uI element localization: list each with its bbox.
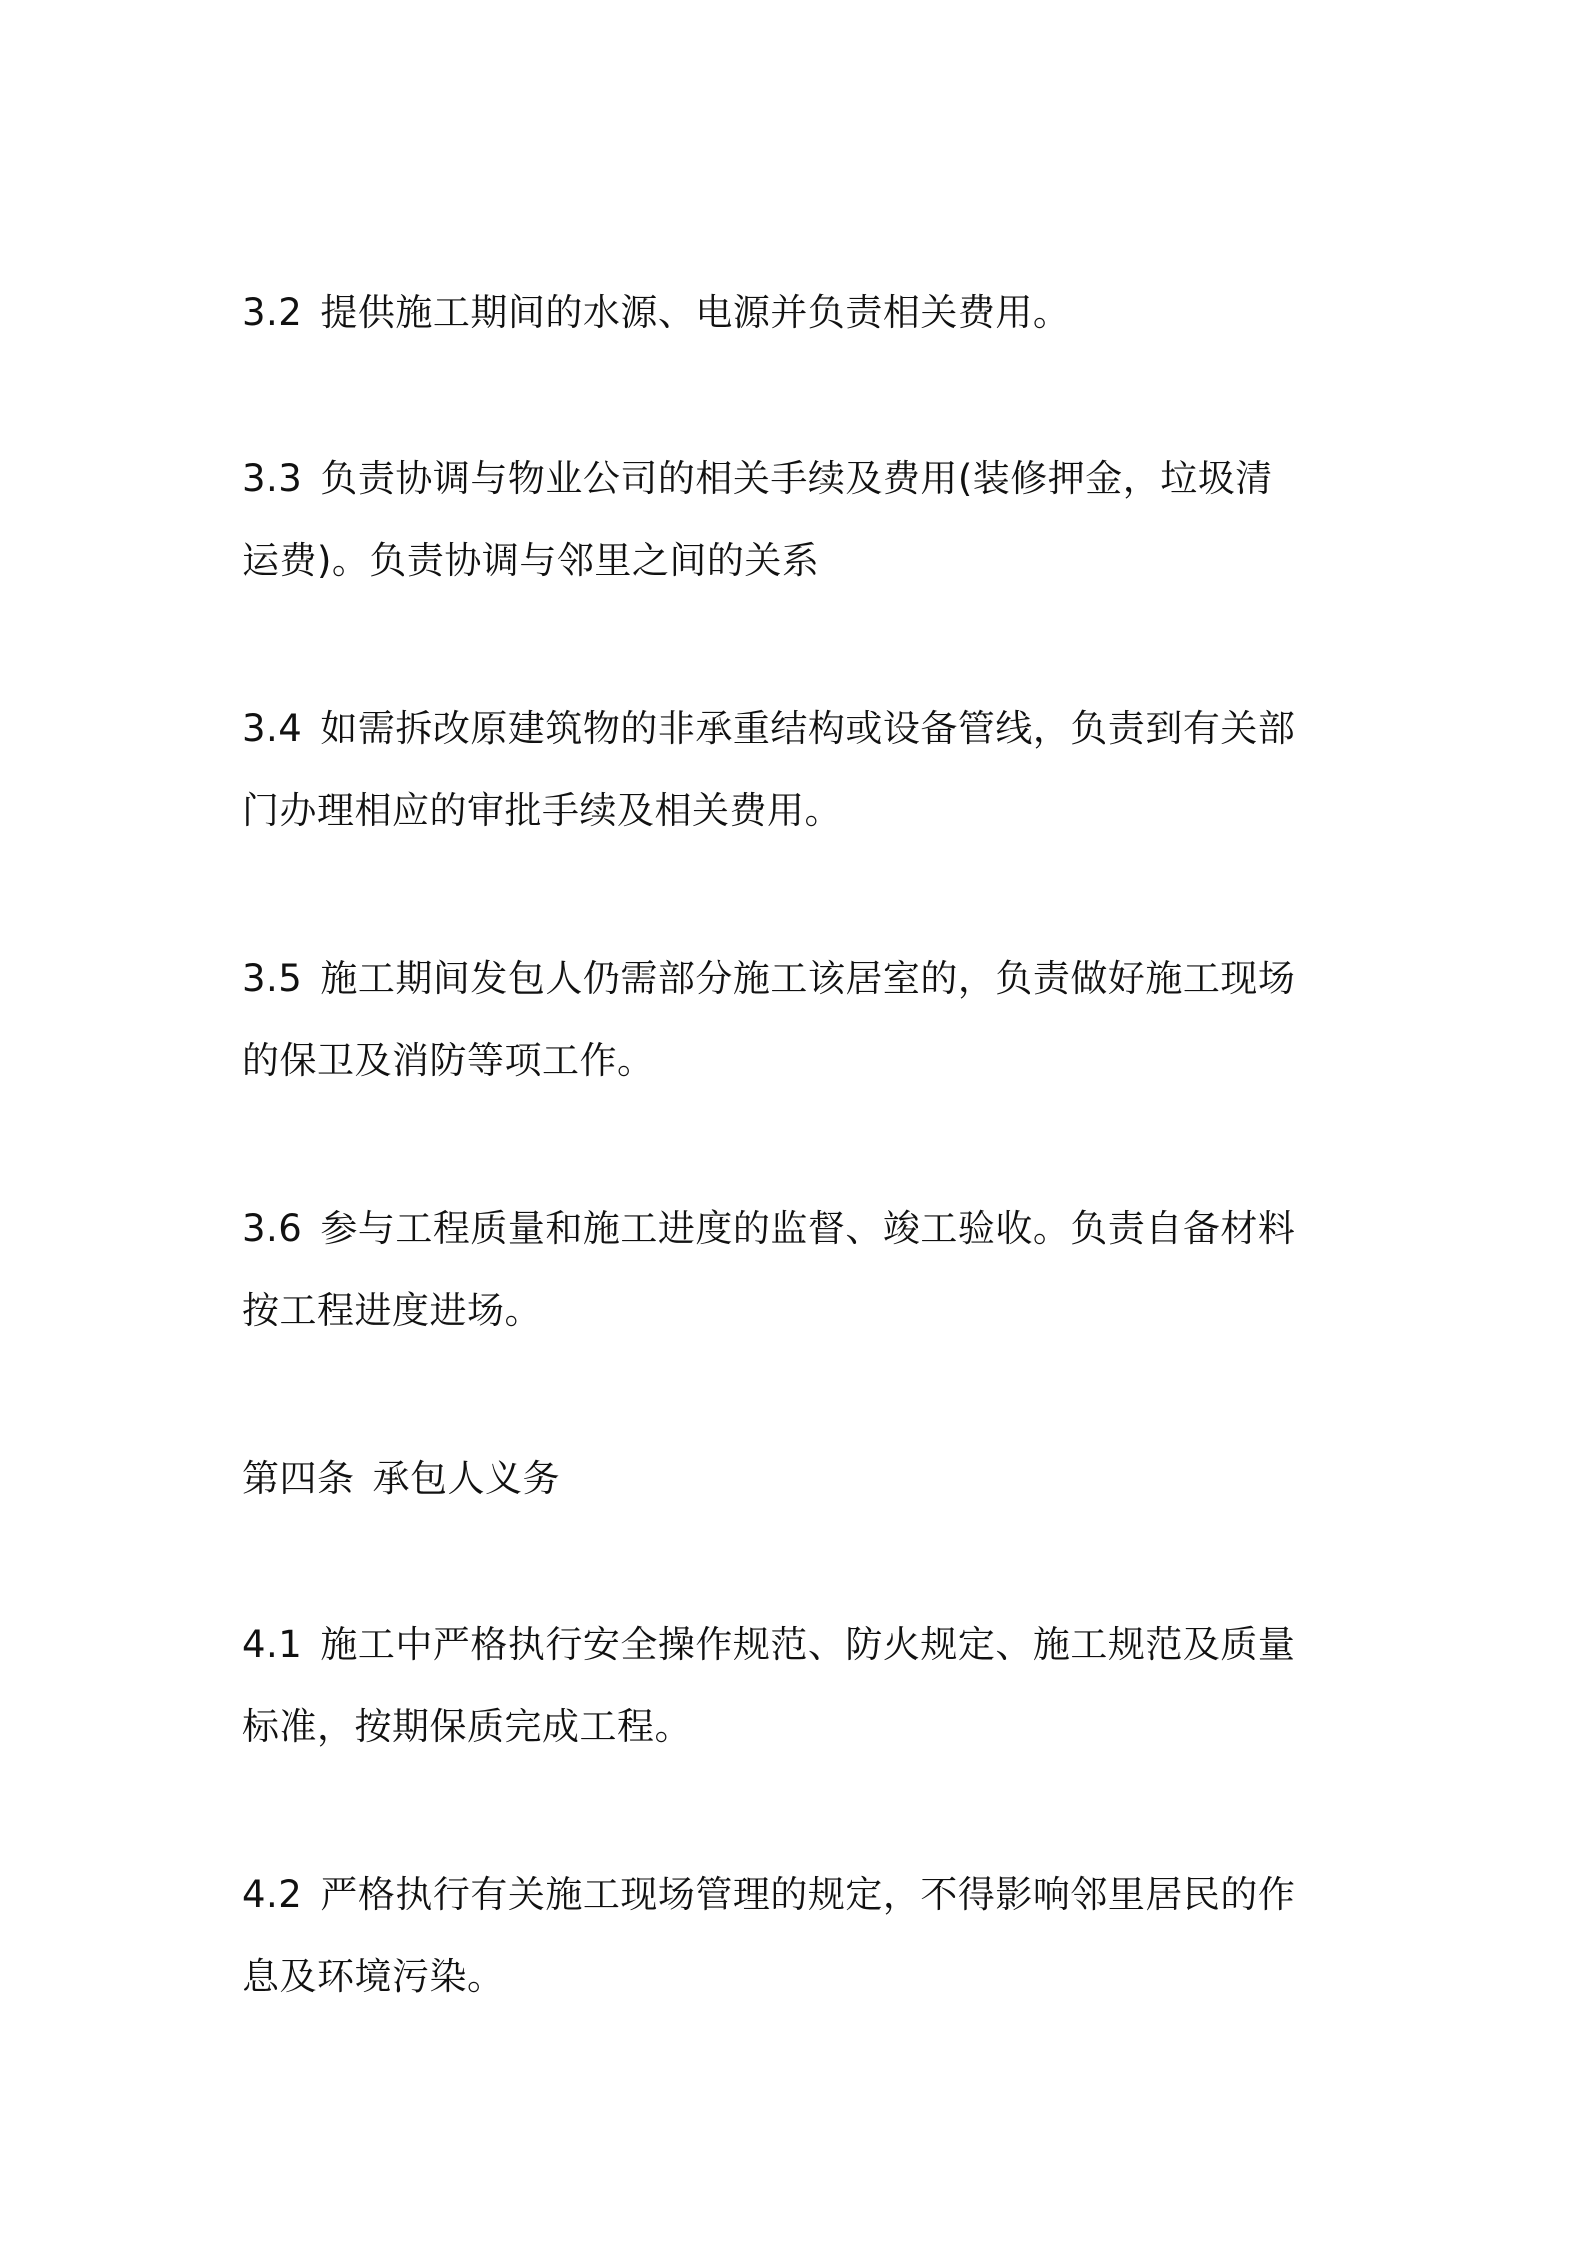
clause-line <box>242 272 1362 354</box>
clause-text: 提供施工期间的水源、电源并负责相关费用。 <box>320 291 1071 334</box>
clause-line: 标准，按期保质完成工程。 <box>242 1705 692 1748</box>
clause-line: 门办理相应的审批手续及相关费用。 <box>242 789 842 832</box>
clause-line: 的保卫及消防等项工作。 <box>242 1039 655 1082</box>
clause-line <box>242 1188 1362 1270</box>
clause-text: 施工中严格执行安全操作规范、防火规定、施工规范及质量 <box>320 1623 1296 1666</box>
clause-line <box>242 1604 1362 1686</box>
section-heading <box>242 1438 1362 1520</box>
clause-number: 4.2 <box>242 1873 303 1916</box>
clause-number: 3.6 <box>242 1207 303 1250</box>
clause-4-2 <box>242 1854 1362 2018</box>
section-title: 承包人义务 <box>372 1457 560 1500</box>
clause-line: 运费)。负责协调与邻里之间的关系 <box>242 539 820 582</box>
clause-4-1 <box>242 1604 1362 1768</box>
clause-text: 严格执行有关施工现场管理的规定，不得影响邻里居民的作 <box>320 1873 1296 1916</box>
clause-3-5 <box>242 938 1362 1102</box>
clause-3-6 <box>242 1188 1362 1352</box>
clause-3-3 <box>242 438 1362 602</box>
section-number: 第四条 <box>242 1457 355 1500</box>
clause-text: 施工期间发包人仍需部分施工该居室的，负责做好施工现场 <box>320 957 1296 1000</box>
clause-text: 负责协调与物业公司的相关手续及费用(装修押金，垃圾清 <box>320 457 1273 500</box>
clause-number: 3.4 <box>242 707 303 750</box>
clause-text: 参与工程质量和施工进度的监督、竣工验收。负责自备材料 <box>320 1207 1296 1250</box>
clause-line <box>242 438 1362 520</box>
clause-line <box>242 938 1362 1020</box>
clause-3-2 <box>242 272 1362 354</box>
clause-line: 按工程进度进场。 <box>242 1289 542 1332</box>
clause-line <box>242 1854 1362 1936</box>
clause-text: 如需拆改原建筑物的非承重结构或设备管线，负责到有关部 <box>320 707 1296 750</box>
clause-3-4 <box>242 688 1362 852</box>
clause-number: 3.2 <box>242 291 303 334</box>
clause-number: 3.3 <box>242 457 303 500</box>
clause-number: 3.5 <box>242 957 303 1000</box>
clause-line: 息及环境污染。 <box>242 1955 505 1998</box>
clause-line <box>242 688 1362 770</box>
clause-number: 4.1 <box>242 1623 303 1666</box>
